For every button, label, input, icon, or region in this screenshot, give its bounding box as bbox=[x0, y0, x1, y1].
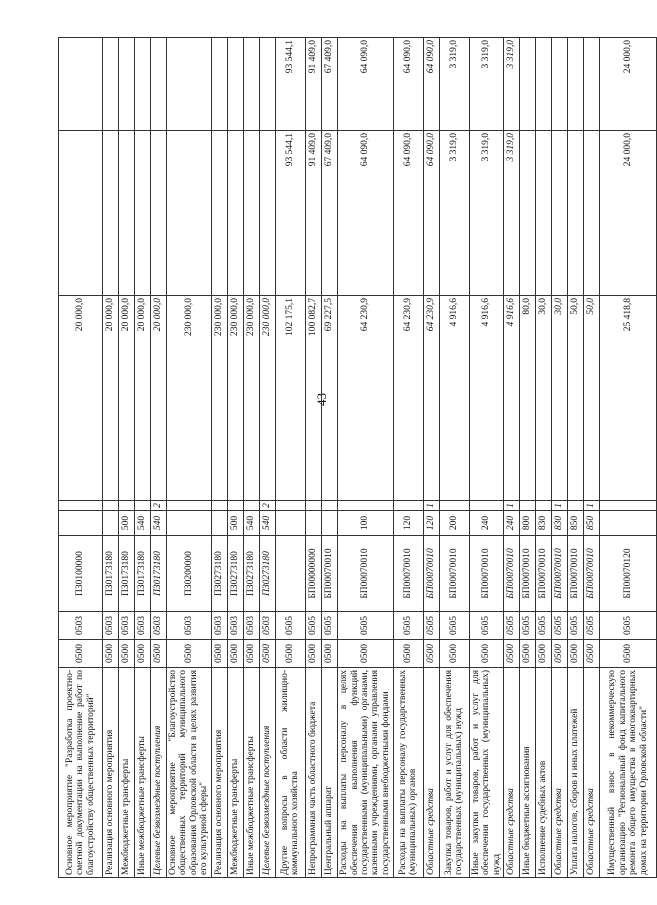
row-ved: 0500 bbox=[600, 640, 657, 668]
row-section: 0505 bbox=[469, 612, 503, 640]
row-value-1: 20 000,0 bbox=[151, 296, 167, 501]
row-name: Исполнение судебных актов bbox=[536, 668, 552, 878]
row-target-code: ПЗ0173180 bbox=[119, 536, 135, 612]
row-value-1: 30,0 bbox=[536, 296, 552, 501]
row-value-3 bbox=[259, 38, 275, 131]
row-section: 0505 bbox=[439, 612, 469, 640]
row-target-code: БП00070010 bbox=[552, 536, 568, 612]
row-value-2: 3 319,0 bbox=[504, 131, 520, 296]
row-ved: 0500 bbox=[305, 640, 321, 668]
row-ved: 0500 bbox=[151, 640, 167, 668]
row-ved: 0500 bbox=[59, 640, 103, 668]
row-target-code: БП00070010 bbox=[568, 536, 584, 612]
table-row bbox=[393, 38, 423, 878]
row-value-2 bbox=[135, 131, 151, 296]
row-expense-type: 800 bbox=[520, 511, 536, 536]
row-ved: 0500 bbox=[584, 640, 600, 668]
row-value-3 bbox=[568, 38, 584, 131]
row-ved: 0500 bbox=[393, 640, 423, 668]
row-value-2: 64 090,0 bbox=[337, 131, 393, 296]
row-value-3 bbox=[243, 38, 259, 131]
row-section: 0505 bbox=[275, 612, 305, 640]
row-name: Областные средства bbox=[504, 668, 520, 878]
row-section: 0505 bbox=[520, 612, 536, 640]
row-value-1: 4 916,6 bbox=[504, 296, 520, 501]
row-expense-type bbox=[275, 511, 305, 536]
table-row bbox=[227, 38, 243, 878]
row-section: 0503 bbox=[103, 612, 119, 640]
row-value-1: 64 230,9 bbox=[337, 296, 393, 501]
table-row bbox=[469, 38, 503, 878]
row-expense-type bbox=[211, 511, 227, 536]
row-value-2: 64 090,0 bbox=[393, 131, 423, 296]
row-target-code: БП00070010 bbox=[337, 536, 393, 612]
row-target-code: ПЗ0173180 bbox=[103, 536, 119, 612]
row-source-code: 1 bbox=[584, 501, 600, 511]
row-ved: 0500 bbox=[135, 640, 151, 668]
row-expense-type: 500 bbox=[227, 511, 243, 536]
row-section: 0503 bbox=[167, 612, 212, 640]
row-expense-type: 500 bbox=[119, 511, 135, 536]
row-target-code: БП00070010 bbox=[536, 536, 552, 612]
row-value-2 bbox=[227, 131, 243, 296]
row-source-code bbox=[119, 501, 135, 511]
row-value-3 bbox=[520, 38, 536, 131]
row-value-3 bbox=[103, 38, 119, 131]
row-ved: 0500 bbox=[423, 640, 439, 668]
row-name: Иные межбюджетные трансферты bbox=[243, 668, 259, 878]
row-source-code: 2 bbox=[151, 501, 167, 511]
row-section: 0505 bbox=[568, 612, 584, 640]
row-value-2 bbox=[568, 131, 584, 296]
page-number: 43 bbox=[314, 393, 329, 406]
row-value-2 bbox=[151, 131, 167, 296]
budget-table bbox=[58, 37, 657, 878]
row-target-code: БП00000000 bbox=[305, 536, 321, 612]
table-row bbox=[305, 38, 321, 878]
row-value-2 bbox=[167, 131, 212, 296]
row-ved: 0500 bbox=[119, 640, 135, 668]
row-value-2 bbox=[536, 131, 552, 296]
row-source-code bbox=[600, 501, 657, 511]
row-value-2 bbox=[119, 131, 135, 296]
row-target-code: БП00070010 bbox=[520, 536, 536, 612]
row-source-code bbox=[103, 501, 119, 511]
table-row bbox=[600, 38, 657, 878]
row-name: Центральный аппарат bbox=[321, 668, 337, 878]
row-section: 0505 bbox=[337, 612, 393, 640]
row-value-1: 64 230,9 bbox=[423, 296, 439, 501]
row-section: 0503 bbox=[227, 612, 243, 640]
row-name: Межбюджетные трансферты bbox=[119, 668, 135, 878]
row-ved: 0500 bbox=[227, 640, 243, 668]
row-ved: 0500 bbox=[536, 640, 552, 668]
row-section: 0505 bbox=[321, 612, 337, 640]
row-name: Областные средства bbox=[584, 668, 600, 878]
row-value-3 bbox=[135, 38, 151, 131]
row-ved: 0500 bbox=[469, 640, 503, 668]
row-name: Областные средства bbox=[552, 668, 568, 878]
table-row bbox=[167, 38, 212, 878]
row-target-code: ПЗ0273180 bbox=[211, 536, 227, 612]
row-name: Областные средства bbox=[423, 668, 439, 878]
row-value-3: 24 000,0 bbox=[600, 38, 657, 131]
table-row bbox=[584, 38, 600, 878]
row-value-1: 230 000,0 bbox=[227, 296, 243, 501]
row-value-3: 91 409,0 bbox=[305, 38, 321, 131]
row-value-3 bbox=[59, 38, 103, 131]
row-expense-type bbox=[167, 511, 212, 536]
row-source-code bbox=[469, 501, 503, 511]
row-source-code bbox=[275, 501, 305, 511]
row-value-3 bbox=[151, 38, 167, 131]
row-source-code: 2 bbox=[259, 501, 275, 511]
row-source-code bbox=[243, 501, 259, 511]
row-target-code: ПЗ0173180 bbox=[135, 536, 151, 612]
table-row bbox=[135, 38, 151, 878]
table-row bbox=[423, 38, 439, 878]
row-source-code bbox=[321, 501, 337, 511]
row-name: Целевые безвозмездные поступления bbox=[151, 668, 167, 878]
row-value-2: 3 319,0 bbox=[439, 131, 469, 296]
row-target-code: БП00070010 bbox=[393, 536, 423, 612]
row-source-code bbox=[135, 501, 151, 511]
row-value-2: 91 409,0 bbox=[305, 131, 321, 296]
row-source-code bbox=[227, 501, 243, 511]
row-expense-type: 200 bbox=[439, 511, 469, 536]
row-value-1: 30,0 bbox=[552, 296, 568, 501]
row-expense-type: 830 bbox=[552, 511, 568, 536]
row-name: Расходы на выплаты персоналу в целях обеспечения выполнения функций государственными (муниципальными) органами, казенными учреждениями, органами управления государственными внебюджетными фондами bbox=[337, 668, 393, 878]
row-section: 0505 bbox=[536, 612, 552, 640]
row-value-2: 67 409,0 bbox=[321, 131, 337, 296]
table-row bbox=[119, 38, 135, 878]
row-target-code: БП00070010 bbox=[423, 536, 439, 612]
row-value-2 bbox=[103, 131, 119, 296]
row-ved: 0500 bbox=[568, 640, 584, 668]
row-name: Реализация основного мероприятия bbox=[211, 668, 227, 878]
row-value-1: 69 227,5 bbox=[321, 296, 337, 501]
row-section: 0503 bbox=[119, 612, 135, 640]
row-value-1: 4 916,6 bbox=[439, 296, 469, 501]
row-name: Иные бюджетные ассигнования bbox=[520, 668, 536, 878]
row-target-code bbox=[275, 536, 305, 612]
row-target-code: ПЗ0273180 bbox=[259, 536, 275, 612]
row-value-3 bbox=[584, 38, 600, 131]
row-value-1: 230 000,0 bbox=[259, 296, 275, 501]
row-value-2: 24 000,0 bbox=[600, 131, 657, 296]
table-row bbox=[520, 38, 536, 878]
row-target-code: БП00070010 bbox=[439, 536, 469, 612]
row-value-1: 20 000,0 bbox=[119, 296, 135, 501]
row-target-code: БП00070010 bbox=[584, 536, 600, 612]
table-row bbox=[536, 38, 552, 878]
row-ved: 0500 bbox=[552, 640, 568, 668]
row-source-code bbox=[167, 501, 212, 511]
row-value-1: 20 000,0 bbox=[103, 296, 119, 501]
row-expense-type: 850 bbox=[584, 511, 600, 536]
row-expense-type: 540 bbox=[151, 511, 167, 536]
row-value-1: 80,0 bbox=[520, 296, 536, 501]
row-section: 0503 bbox=[243, 612, 259, 640]
row-value-2: 3 319,0 bbox=[469, 131, 503, 296]
row-source-code bbox=[337, 501, 393, 511]
row-source-code bbox=[305, 501, 321, 511]
row-value-2 bbox=[59, 131, 103, 296]
table-row bbox=[337, 38, 393, 878]
row-ved: 0500 bbox=[243, 640, 259, 668]
table-row bbox=[243, 38, 259, 878]
row-expense-type: 120 bbox=[393, 511, 423, 536]
row-section: 0505 bbox=[393, 612, 423, 640]
row-section: 0503 bbox=[211, 612, 227, 640]
row-ved: 0500 bbox=[439, 640, 469, 668]
table-row bbox=[321, 38, 337, 878]
row-expense-type: 850 bbox=[568, 511, 584, 536]
row-expense-type: 830 bbox=[536, 511, 552, 536]
row-value-1: 4 916,6 bbox=[469, 296, 503, 501]
row-name: Основное мероприятие "Благоустройство общественных территорий муниципального образования Орловской области в целях развития его культурной сферы" bbox=[167, 668, 212, 878]
table-row bbox=[275, 38, 305, 878]
row-source-code: 1 bbox=[423, 501, 439, 511]
row-name: Закупка товаров, работ и услуг для обеспечения государственных (муниципальных) нужд bbox=[439, 668, 469, 878]
row-section: 0503 bbox=[59, 612, 103, 640]
row-name: Иные межбюджетные трансферты bbox=[135, 668, 151, 878]
row-section: 0503 bbox=[259, 612, 275, 640]
row-expense-type: 100 bbox=[337, 511, 393, 536]
row-value-1: 50,0 bbox=[568, 296, 584, 501]
row-ved: 0500 bbox=[167, 640, 212, 668]
row-value-1: 50,0 bbox=[584, 296, 600, 501]
row-ved: 0500 bbox=[211, 640, 227, 668]
table-row bbox=[504, 38, 520, 878]
row-value-3: 3 319,0 bbox=[439, 38, 469, 131]
row-name: Основное мероприятие "Разработка проектно-сметной документации на выполнение работ по благоустройству общественных территорий" bbox=[59, 668, 103, 878]
row-expense-type bbox=[321, 511, 337, 536]
row-target-code: ПЗ0173180 bbox=[151, 536, 167, 612]
row-expense-type bbox=[103, 511, 119, 536]
row-expense-type: 240 bbox=[504, 511, 520, 536]
row-target-code: ПЗ0273180 bbox=[227, 536, 243, 612]
row-value-3: 64 090,0 bbox=[337, 38, 393, 131]
row-expense-type: 240 bbox=[469, 511, 503, 536]
row-source-code bbox=[568, 501, 584, 511]
row-source-code: 1 bbox=[552, 501, 568, 511]
row-value-1: 100 082,7 bbox=[305, 296, 321, 501]
rotated-table-wrapper bbox=[58, 38, 649, 878]
row-value-2 bbox=[552, 131, 568, 296]
row-value-3 bbox=[211, 38, 227, 131]
row-value-2: 64 090,0 bbox=[423, 131, 439, 296]
row-value-3 bbox=[552, 38, 568, 131]
row-value-3: 67 409,0 bbox=[321, 38, 337, 131]
table-row bbox=[439, 38, 469, 878]
row-value-3: 3 319,0 bbox=[504, 38, 520, 131]
row-target-code: БП00070010 bbox=[321, 536, 337, 612]
row-ved: 0500 bbox=[259, 640, 275, 668]
row-ved: 0500 bbox=[504, 640, 520, 668]
row-value-2: 93 544,1 bbox=[275, 131, 305, 296]
row-section: 0505 bbox=[600, 612, 657, 640]
row-name: Другие вопросы в области жилищно-коммунального хозяйства bbox=[275, 668, 305, 878]
row-value-3: 64 090,0 bbox=[393, 38, 423, 131]
row-section: 0505 bbox=[552, 612, 568, 640]
row-section: 0503 bbox=[135, 612, 151, 640]
row-value-1: 230 000,0 bbox=[243, 296, 259, 501]
row-expense-type: 540 bbox=[259, 511, 275, 536]
row-name: Непрограммная часть областного бюджета bbox=[305, 668, 321, 878]
row-ved: 0500 bbox=[321, 640, 337, 668]
row-value-3: 3 319,0 bbox=[469, 38, 503, 131]
row-source-code bbox=[439, 501, 469, 511]
row-target-code: БП00070010 bbox=[504, 536, 520, 612]
row-source-code: 1 bbox=[504, 501, 520, 511]
row-source-code bbox=[393, 501, 423, 511]
row-value-1: 64 230,9 bbox=[393, 296, 423, 501]
row-name: Расходы на выплаты персоналу государственных (муниципальных) органов bbox=[393, 668, 423, 878]
row-name: Межбюджетные трансферты bbox=[227, 668, 243, 878]
table-row bbox=[211, 38, 227, 878]
row-name: Имущественный взнос в некоммерческую организацию "Региональный фонд капитального ремонта общего имущества в многоквартирных домах на территории Орловской области" bbox=[600, 668, 657, 878]
row-target-code: БП00070010 bbox=[469, 536, 503, 612]
budget-table-body bbox=[59, 38, 657, 878]
row-value-3 bbox=[119, 38, 135, 131]
table-row bbox=[552, 38, 568, 878]
row-value-3 bbox=[227, 38, 243, 131]
table-row bbox=[151, 38, 167, 878]
row-target-code: БП00070120 bbox=[600, 536, 657, 612]
row-expense-type: 540 bbox=[243, 511, 259, 536]
table-row bbox=[103, 38, 119, 878]
row-value-3 bbox=[167, 38, 212, 131]
table-row bbox=[259, 38, 275, 878]
row-value-2 bbox=[243, 131, 259, 296]
row-ved: 0500 bbox=[520, 640, 536, 668]
row-name: Уплата налогов, сборов и иных платежей bbox=[568, 668, 584, 878]
row-value-1: 20 000,0 bbox=[135, 296, 151, 501]
row-section: 0505 bbox=[423, 612, 439, 640]
row-section: 0505 bbox=[504, 612, 520, 640]
row-expense-type: 120 bbox=[423, 511, 439, 536]
row-expense-type bbox=[600, 511, 657, 536]
row-expense-type: 540 bbox=[135, 511, 151, 536]
row-expense-type bbox=[305, 511, 321, 536]
row-value-2 bbox=[520, 131, 536, 296]
row-value-3: 93 544,1 bbox=[275, 38, 305, 131]
row-ved: 0500 bbox=[337, 640, 393, 668]
row-value-2 bbox=[584, 131, 600, 296]
row-ved: 0500 bbox=[103, 640, 119, 668]
row-value-1: 102 175,1 bbox=[275, 296, 305, 501]
row-section: 0503 bbox=[151, 612, 167, 640]
row-source-code bbox=[211, 501, 227, 511]
row-target-code: ПЗ0273180 bbox=[243, 536, 259, 612]
row-name: Иные закупки товаров, работ и услуг для обеспечения государственных (муниципальных) нужд bbox=[469, 668, 503, 878]
row-name: Целевые безвозмездные поступления bbox=[259, 668, 275, 878]
row-value-3 bbox=[536, 38, 552, 131]
row-value-1: 230 000,0 bbox=[167, 296, 212, 501]
row-value-1: 230 000,0 bbox=[211, 296, 227, 501]
row-section: 0505 bbox=[584, 612, 600, 640]
row-source-code bbox=[520, 501, 536, 511]
row-section: 0505 bbox=[305, 612, 321, 640]
table-row bbox=[568, 38, 584, 878]
row-value-2 bbox=[211, 131, 227, 296]
row-source-code bbox=[536, 501, 552, 511]
row-target-code: ПЗ0200000 bbox=[167, 536, 212, 612]
row-name: Реализация основного мероприятия bbox=[103, 668, 119, 878]
row-value-1: 20 000,0 bbox=[59, 296, 103, 501]
row-target-code: ПЗ0100000 bbox=[59, 536, 103, 612]
row-value-2 bbox=[259, 131, 275, 296]
row-ved: 0500 bbox=[275, 640, 305, 668]
table-row bbox=[59, 38, 103, 878]
row-source-code bbox=[59, 501, 103, 511]
row-value-1: 25 418,8 bbox=[600, 296, 657, 501]
row-expense-type bbox=[59, 511, 103, 536]
row-value-3: 64 090,0 bbox=[423, 38, 439, 131]
